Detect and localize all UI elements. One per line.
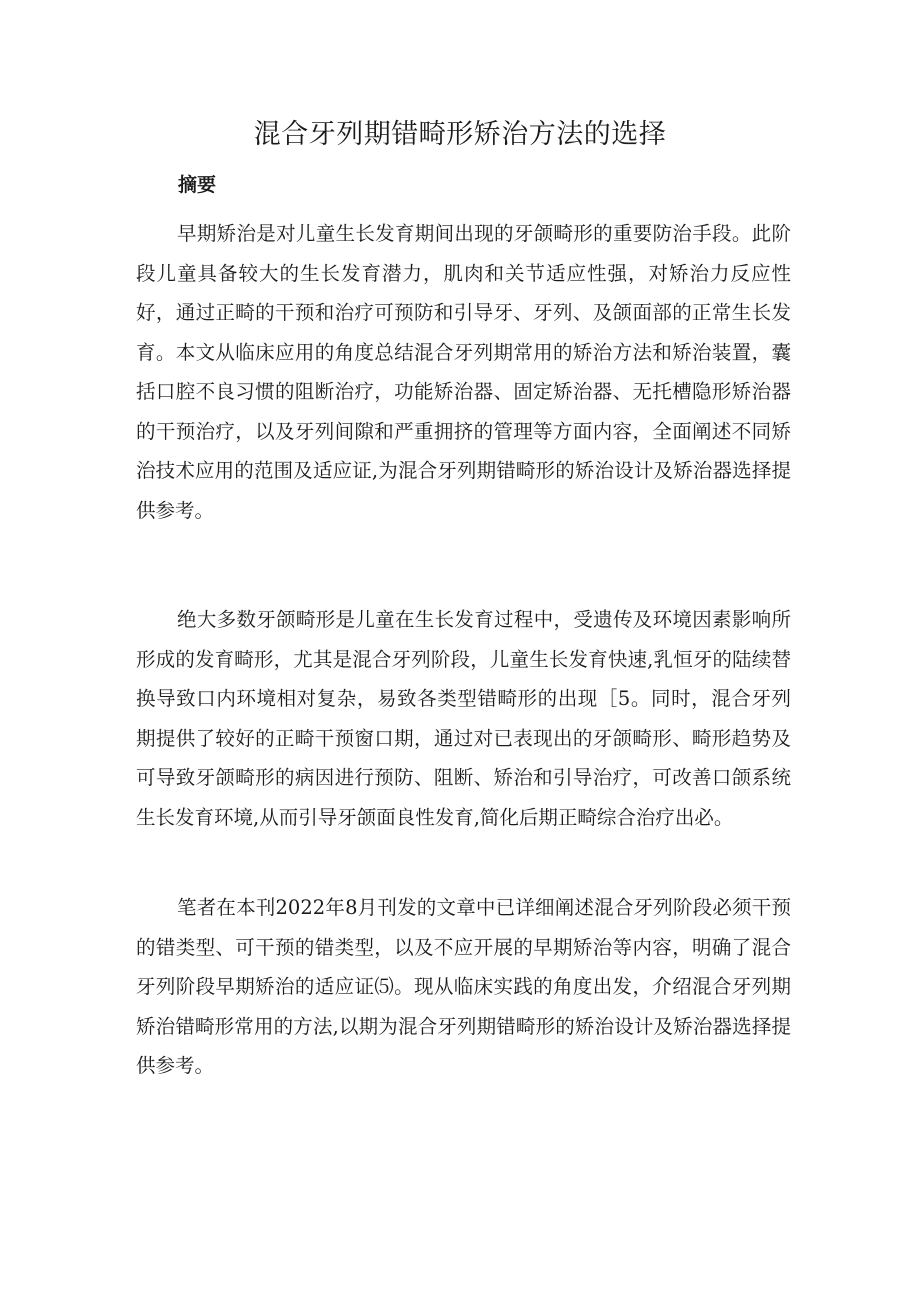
abstract-heading: 摘要 bbox=[178, 174, 217, 196]
abstract-paragraph: 早期矫治是对儿童生长发育期间出现的牙颌畸形的重要防治手段。此阶段儿童具备较大的生长发育潜力，肌肉和关节适应性强，对矫治力反应性好，通过正畸的干预和治疗可预防和引导牙、牙列、及颌面部的正常生长发育。本文从临床应用的角度总结混合牙列期常用的矫治方法和矫治装置，囊括口腔不良习惯的阻断治疗，功能矫治器、固定矫治器、无托槽隐形矫治器的干预治疗，以及牙列间隙和严重拥挤的管理等方面内容，全面阐述不同矫治技术应用的范围及适应证,为混合牙列期错畸形的矫治设计及矫治器选择提供参考。 bbox=[136, 222, 791, 522]
body-paragraph: 绝大多数牙颌畸形是儿童在生长发育过程中，受遗传及环境因素影响所形成的发育畸形，尤其是混合牙列阶段，儿童生长发育快速,乳恒牙的陆续替换导致口内环境相对复杂，易致各类型错畸形的出现［5。同时，混合牙列期提供了较好的正畸干预窗口期，通过对已表现出的牙颌畸形、畸形趋势及可导致牙颌畸形的病因进行预防、阻断、矫治和引导治疗，可改善口颌系统生长发育环境,从而引导牙颌面良性发育,简化后期正畸综合治疗出必。 bbox=[136, 608, 791, 829]
document-title: 混合牙列期错畸形矫治方法的选择 bbox=[253, 119, 667, 150]
body-paragraph: 笔者在本刊2022年8月刊发的文章中已详细阐述混合牙列阶段必须干预的错类型、可干预的错类型，以及不应开展的早期矫治等内容，明确了混合牙列阶段早期矫治的适应证⑸。现从临床实践的角度出发，介绍混合牙列期矫治错畸形常用的方法,以期为混合牙列期错畸形的矫治设计及矫治器选择提供参考。 bbox=[136, 896, 791, 1077]
